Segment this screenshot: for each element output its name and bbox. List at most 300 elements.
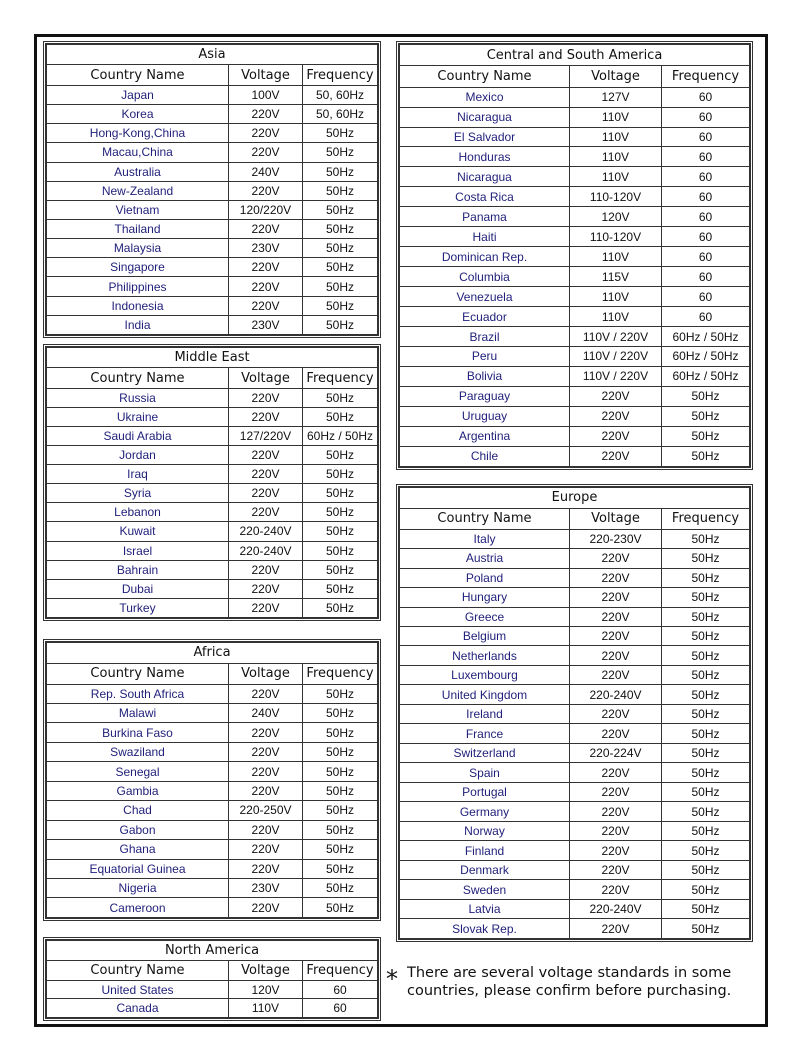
country-name: Peru <box>400 346 570 366</box>
voltage: 220V <box>570 919 662 939</box>
frequency: 60 <box>662 247 750 267</box>
voltage: 110V <box>570 107 662 127</box>
table-row <box>47 446 378 465</box>
country-name: Gambia <box>47 781 229 800</box>
table-row <box>47 781 378 800</box>
header-row <box>47 368 378 388</box>
country-name: Dominican Rep. <box>400 247 570 267</box>
frequency: 50Hz <box>303 465 378 484</box>
voltage: 110-120V <box>570 187 662 207</box>
voltage: 240V <box>229 703 303 722</box>
frequency: 50Hz <box>303 560 378 579</box>
country-name: Brazil <box>400 327 570 347</box>
frequency: 50Hz <box>303 258 378 277</box>
voltage: 220V <box>229 388 303 407</box>
frequency: 50Hz <box>662 860 750 879</box>
voltage: 220V <box>229 446 303 465</box>
country-name: Japan <box>47 85 229 104</box>
country-name: Hungary <box>400 588 570 607</box>
table-row <box>400 386 750 406</box>
voltage: 220V <box>570 626 662 645</box>
voltage: 220V <box>229 820 303 839</box>
frequency: 50Hz <box>662 646 750 665</box>
country-name: Ukraine <box>47 407 229 426</box>
frequency: 60 <box>662 147 750 167</box>
country-name: Malawi <box>47 703 229 722</box>
table-row <box>400 919 750 939</box>
frequency: 50Hz <box>303 162 378 181</box>
europe-table <box>396 484 753 942</box>
asia-title: Asia <box>47 45 378 65</box>
frequency: 50Hz <box>662 386 750 406</box>
frequency: 50Hz <box>303 801 378 820</box>
country-name: Haiti <box>400 227 570 247</box>
voltage: 220-250V <box>229 801 303 820</box>
country-name: Senegal <box>47 762 229 781</box>
table-row <box>47 407 378 426</box>
table-row <box>47 124 378 143</box>
table-row <box>400 147 750 167</box>
frequency: 50Hz <box>303 879 378 898</box>
voltage: 110V / 220V <box>570 327 662 347</box>
frequency: 60Hz / 50Hz <box>662 327 750 347</box>
voltage: 220V <box>570 446 662 466</box>
country-name: Latvia <box>400 899 570 918</box>
header-frequency: Frequency <box>662 66 750 87</box>
country-name: Cameroon <box>47 898 229 918</box>
frequency: 50Hz <box>662 568 750 587</box>
header-voltage: Voltage <box>570 66 662 87</box>
country-name: Iraq <box>47 465 229 484</box>
middle-east-table <box>43 344 381 621</box>
country-name: Singapore <box>47 258 229 277</box>
voltage: 220V <box>229 219 303 238</box>
voltage: 220V <box>570 568 662 587</box>
table-row <box>400 860 750 879</box>
table-row <box>47 579 378 598</box>
table-row <box>400 187 750 207</box>
country-name: Hong-Kong,China <box>47 124 229 143</box>
country-name: Portugal <box>400 782 570 801</box>
table-row <box>400 446 750 466</box>
voltage: 110V <box>570 287 662 307</box>
frequency: 50Hz <box>303 296 378 315</box>
frequency: 50Hz <box>662 626 750 645</box>
table-row <box>400 87 750 107</box>
north-america-table <box>43 937 381 1021</box>
table-row <box>400 646 750 665</box>
frequency: 50Hz <box>303 407 378 426</box>
frequency: 60 <box>662 187 750 207</box>
voltage: 220V <box>229 684 303 703</box>
frequency: 50Hz <box>662 880 750 899</box>
frequency: 50Hz <box>303 684 378 703</box>
header-frequency: Frequency <box>303 65 378 85</box>
table-row <box>47 703 378 722</box>
voltage: 220V <box>229 560 303 579</box>
voltage: 115V <box>570 267 662 287</box>
country-name: Poland <box>400 568 570 587</box>
table-row <box>47 315 378 334</box>
country-name: Indonesia <box>47 296 229 315</box>
country-name: Austria <box>400 549 570 568</box>
country-name: Paraguay <box>400 386 570 406</box>
country-name: Gabon <box>47 820 229 839</box>
header-row <box>400 66 750 87</box>
table-row <box>47 980 378 999</box>
country-name: Syria <box>47 484 229 503</box>
frequency: 50Hz <box>303 703 378 722</box>
voltage: 120/220V <box>229 200 303 219</box>
voltage: 220V <box>570 802 662 821</box>
table-row <box>47 598 378 617</box>
voltage: 110V <box>570 127 662 147</box>
table-row <box>47 859 378 878</box>
voltage: 220V <box>229 781 303 800</box>
frequency: 50Hz <box>662 446 750 466</box>
header-country-name: Country Name <box>47 663 229 684</box>
table-row <box>47 723 378 742</box>
country-name: New-Zealand <box>47 181 229 200</box>
country-name: Slovak Rep. <box>400 919 570 939</box>
country-name: Russia <box>47 388 229 407</box>
country-name: Mexico <box>400 87 570 107</box>
table-row <box>400 167 750 187</box>
table-row <box>47 105 378 124</box>
table-row <box>47 277 378 296</box>
country-name: United States <box>47 980 229 999</box>
country-name: Vietnam <box>47 200 229 219</box>
voltage: 220V <box>570 549 662 568</box>
frequency: 50Hz <box>662 919 750 939</box>
voltage: 220V <box>570 588 662 607</box>
voltage: 120V <box>229 980 303 999</box>
table-row <box>400 247 750 267</box>
voltage: 220V <box>229 598 303 617</box>
frequency: 60Hz / 50Hz <box>662 346 750 366</box>
voltage: 220V <box>570 860 662 879</box>
europe-title: Europe <box>400 488 750 509</box>
voltage: 220V <box>229 859 303 878</box>
table-row <box>400 607 750 626</box>
frequency: 60 <box>662 207 750 227</box>
table-row <box>47 801 378 820</box>
country-name: Norway <box>400 821 570 840</box>
country-name: Columbia <box>400 267 570 287</box>
frequency: 50Hz <box>303 840 378 859</box>
country-name: United Kingdom <box>400 685 570 704</box>
voltage: 220V <box>570 646 662 665</box>
header-row <box>47 663 378 684</box>
voltage: 230V <box>229 879 303 898</box>
header-row <box>47 65 378 85</box>
table-row <box>47 684 378 703</box>
table-row <box>47 522 378 541</box>
table-row <box>47 879 378 898</box>
voltage: 220V <box>229 503 303 522</box>
table-row <box>47 219 378 238</box>
frequency: 60 <box>662 87 750 107</box>
country-name: Denmark <box>400 860 570 879</box>
voltage: 127/220V <box>229 426 303 445</box>
table-row <box>47 85 378 104</box>
table-row <box>400 880 750 899</box>
header-row <box>400 508 750 529</box>
table-row <box>400 724 750 743</box>
country-name: India <box>47 315 229 334</box>
table-row <box>400 327 750 347</box>
voltage: 230V <box>229 239 303 258</box>
voltage: 220V <box>229 898 303 918</box>
note-text: There are several voltage standards in some countries, please confirm before purchasing. <box>407 965 732 999</box>
frequency: 60 <box>662 227 750 247</box>
frequency: 50, 60Hz <box>303 105 378 124</box>
frequency: 50, 60Hz <box>303 85 378 104</box>
table-row <box>400 899 750 918</box>
frequency: 50Hz <box>662 685 750 704</box>
header-voltage: Voltage <box>229 65 303 85</box>
frequency: 50Hz <box>303 239 378 258</box>
table-row <box>47 296 378 315</box>
table-row <box>47 762 378 781</box>
country-name: Switzerland <box>400 743 570 762</box>
voltage: 110V <box>229 999 303 1018</box>
frequency: 50Hz <box>303 484 378 503</box>
frequency: 60 <box>662 267 750 287</box>
header-frequency: Frequency <box>303 663 378 684</box>
voltage: 220-224V <box>570 743 662 762</box>
country-name: Nigeria <box>47 879 229 898</box>
country-name: Panama <box>400 207 570 227</box>
frequency: 60Hz / 50Hz <box>662 366 750 386</box>
frequency: 60 <box>662 287 750 307</box>
country-name: Greece <box>400 607 570 626</box>
country-name: Turkey <box>47 598 229 617</box>
frequency: 50Hz <box>303 315 378 334</box>
table-row <box>400 549 750 568</box>
voltage: 220V <box>229 579 303 598</box>
voltage: 127V <box>570 87 662 107</box>
country-name: Saudi Arabia <box>47 426 229 445</box>
voltage: 220V <box>570 821 662 840</box>
voltage: 220V <box>229 762 303 781</box>
table-row <box>400 568 750 587</box>
table-row <box>400 267 750 287</box>
voltage: 220V <box>229 465 303 484</box>
table-row <box>47 560 378 579</box>
table-row <box>47 465 378 484</box>
country-name: Chile <box>400 446 570 466</box>
header-country-name: Country Name <box>47 368 229 388</box>
frequency: 60 <box>303 980 378 999</box>
table-row <box>400 743 750 762</box>
country-name: Ghana <box>47 840 229 859</box>
header-frequency: Frequency <box>662 508 750 529</box>
voltage: 220V <box>570 763 662 782</box>
table-row <box>400 588 750 607</box>
voltage: 220V <box>229 296 303 315</box>
table-row <box>47 181 378 200</box>
voltage: 240V <box>229 162 303 181</box>
country-name: Lebanon <box>47 503 229 522</box>
country-name: Ireland <box>400 704 570 723</box>
africa-title: Africa <box>47 643 378 664</box>
country-name: Ecuador <box>400 307 570 327</box>
asia-table <box>43 41 381 338</box>
frequency: 50Hz <box>303 898 378 918</box>
frequency: 50Hz <box>303 541 378 560</box>
table-row <box>47 898 378 918</box>
table-row <box>400 366 750 386</box>
country-name: Finland <box>400 841 570 860</box>
country-name: Argentina <box>400 426 570 446</box>
voltage: 220V <box>570 782 662 801</box>
header-voltage: Voltage <box>229 368 303 388</box>
frequency: 50Hz <box>662 549 750 568</box>
frequency: 60 <box>662 127 750 147</box>
table-row <box>400 763 750 782</box>
frequency: 50Hz <box>303 124 378 143</box>
voltage: 220V <box>229 181 303 200</box>
voltage: 220V <box>570 724 662 743</box>
table-row <box>400 704 750 723</box>
table-row <box>400 841 750 860</box>
table-row <box>47 162 378 181</box>
africa-table <box>43 639 381 921</box>
table-row <box>400 529 750 548</box>
frequency: 50Hz <box>662 588 750 607</box>
table-row <box>400 346 750 366</box>
voltage: 220V <box>570 386 662 406</box>
country-name: Macau,China <box>47 143 229 162</box>
frequency: 50Hz <box>662 406 750 426</box>
table-row <box>47 258 378 277</box>
voltage: 220V <box>229 742 303 761</box>
country-name: Philippines <box>47 277 229 296</box>
north-america-title: North America <box>47 941 378 961</box>
frequency: 50Hz <box>303 579 378 598</box>
frequency: 50Hz <box>303 503 378 522</box>
frequency: 50Hz <box>303 200 378 219</box>
country-name: Sweden <box>400 880 570 899</box>
voltage: 220V <box>229 407 303 426</box>
voltage: 120V <box>570 207 662 227</box>
voltage: 220V <box>229 484 303 503</box>
country-name: Israel <box>47 541 229 560</box>
table-row <box>400 802 750 821</box>
frequency: 50Hz <box>662 743 750 762</box>
frequency: 50Hz <box>303 859 378 878</box>
voltage: 220V <box>229 143 303 162</box>
frequency: 50Hz <box>662 802 750 821</box>
frequency: 50Hz <box>662 821 750 840</box>
table-row <box>47 503 378 522</box>
voltage: 110V / 220V <box>570 346 662 366</box>
country-name: Netherlands <box>400 646 570 665</box>
voltage: 220V <box>229 277 303 296</box>
table-row <box>400 127 750 147</box>
table-row <box>400 665 750 684</box>
voltage: 110V <box>570 147 662 167</box>
voltage-note <box>386 964 756 1000</box>
country-name: Rep. South Africa <box>47 684 229 703</box>
country-name: Kuwait <box>47 522 229 541</box>
country-name: Costa Rica <box>400 187 570 207</box>
voltage: 220V <box>229 723 303 742</box>
header-voltage: Voltage <box>570 508 662 529</box>
country-name: Belgium <box>400 626 570 645</box>
frequency: 50Hz <box>303 522 378 541</box>
voltage: 110V <box>570 247 662 267</box>
country-name: Equatorial Guinea <box>47 859 229 878</box>
voltage: 110V <box>570 307 662 327</box>
frequency: 50Hz <box>303 219 378 238</box>
frequency: 50Hz <box>303 820 378 839</box>
frequency: 50Hz <box>662 704 750 723</box>
header-country-name: Country Name <box>47 960 229 980</box>
frequency: 60 <box>303 999 378 1018</box>
header-voltage: Voltage <box>229 663 303 684</box>
frequency: 50Hz <box>303 446 378 465</box>
table-row <box>400 821 750 840</box>
voltage: 220V <box>229 124 303 143</box>
table-row <box>47 200 378 219</box>
frequency: 50Hz <box>303 762 378 781</box>
country-name: Germany <box>400 802 570 821</box>
voltage: 220V <box>570 665 662 684</box>
header-country-name: Country Name <box>400 508 570 529</box>
table-row <box>47 999 378 1018</box>
middle-east-title: Middle East <box>47 348 378 368</box>
country-name: Nicaragua <box>400 167 570 187</box>
frequency: 50Hz <box>662 724 750 743</box>
table-row <box>400 227 750 247</box>
table-row <box>47 143 378 162</box>
country-name: El Salvador <box>400 127 570 147</box>
frequency: 60 <box>662 167 750 187</box>
country-name: Uruguay <box>400 406 570 426</box>
frequency: 50Hz <box>303 598 378 617</box>
voltage: 220V <box>570 406 662 426</box>
table-row <box>400 685 750 704</box>
country-name: Venezuela <box>400 287 570 307</box>
table-row <box>47 239 378 258</box>
voltage: 100V <box>229 85 303 104</box>
country-name: Luxembourg <box>400 665 570 684</box>
asterisk: * <box>386 965 398 993</box>
country-name: Dubai <box>47 579 229 598</box>
frequency: 60 <box>662 107 750 127</box>
table-row <box>400 207 750 227</box>
table-row <box>47 820 378 839</box>
voltage: 220V <box>570 841 662 860</box>
table-row <box>400 307 750 327</box>
voltage: 220V <box>229 105 303 124</box>
table-row <box>400 406 750 426</box>
country-name: France <box>400 724 570 743</box>
frequency: 50Hz <box>303 723 378 742</box>
country-name: Malaysia <box>47 239 229 258</box>
frequency: 50Hz <box>662 665 750 684</box>
voltage: 230V <box>229 315 303 334</box>
country-name: Burkina Faso <box>47 723 229 742</box>
frequency: 50Hz <box>303 388 378 407</box>
frequency: 50Hz <box>303 781 378 800</box>
central-south-america-table <box>396 41 753 470</box>
header-row <box>47 960 378 980</box>
country-name: Chad <box>47 801 229 820</box>
table-row <box>400 426 750 446</box>
